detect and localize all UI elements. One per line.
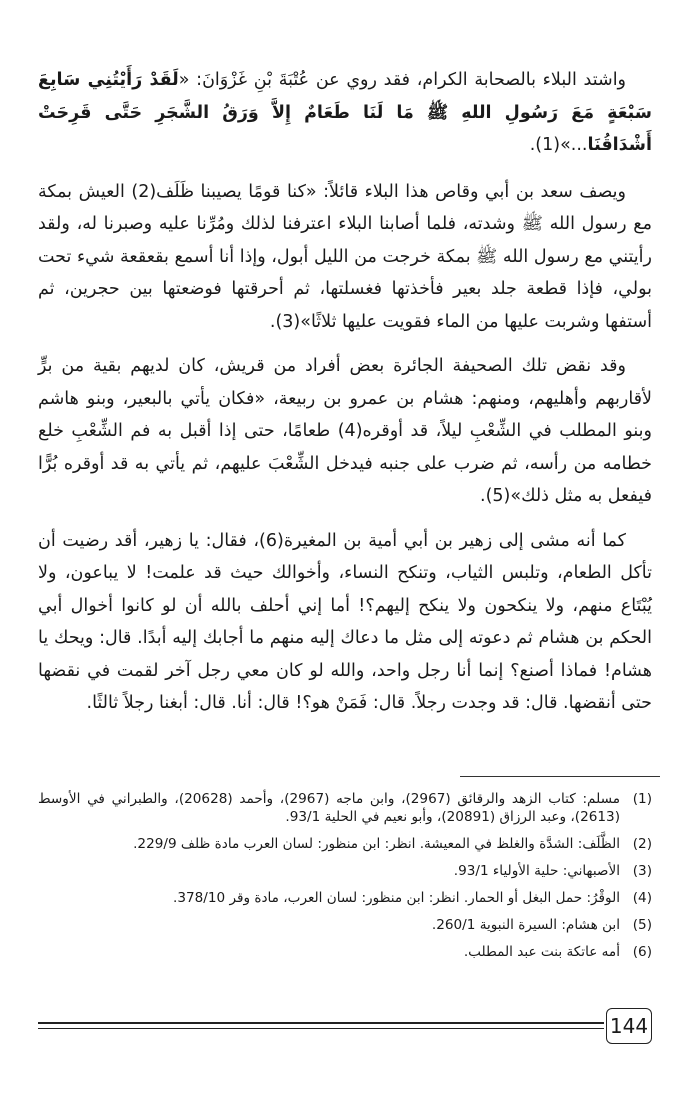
footnotes	[38, 790, 652, 970]
footnote-number: (1)	[632, 791, 652, 807]
footnote-item	[38, 889, 652, 907]
paragraph-4: كما أنه مشى إلى زهير بن أبي أمية بن المغيرة(6)، فقال: يا زهير، أقد رضيت أن تأكل الطعام، وتلبس الثياب، وتنكح النساء، وأخوالك حيث قد علمت! لا يباعون، ولا يُبْتَاع منهم، ولا ينكحون ولا ينكح إليهم؟! أما إني أحلف بالله أن لو كانوا أخوال أبي الحكم بن هشام ثم دعوته إلى مثل ما دعاك إليه منهم ما أجابك إليه أبدًا. قال: ويحك يا هشام! فماذا أصنع؟ إنما أنا رجل واحد، والله لو كان معي رجل آخر لقمت في نقضها حتى أنقضها. قال: قد وجدت رجلاً. قال: فَمَنْ هو؟! قال: أنا. قال: أبغنا رجلاً ثالثًا.	[38, 530, 652, 713]
footer-rule-thick	[38, 1022, 604, 1024]
paragraph-1-intro: واشتد البلاء بالصحابة الكرام، فقد روي عن عُتْبَةَ بْنِ غَزْوَانَ: «	[178, 70, 627, 90]
footnote-text: الظَّلَف: الشدَّة والغلظ في المعيشة. انظر: ابن منظور: لسان العرب مادة ظلف 229/9.	[133, 836, 620, 852]
footnote-item	[38, 916, 652, 934]
footnote-text: ابن هشام: السيرة النبوية 260/1.	[431, 917, 620, 933]
footnote-number: (5)	[632, 917, 652, 933]
footnote-number: (2)	[632, 836, 652, 852]
footer-rule-thin	[38, 1028, 604, 1029]
footnote-item	[38, 862, 652, 880]
footnote-number: (6)	[632, 944, 652, 960]
footnote-item	[38, 943, 652, 961]
footnote-item	[38, 835, 652, 853]
paragraph-3: وقد نقض تلك الصحيفة الجائرة بعض أفراد من قريش، كان لديهم بقية من برٍّ لأقاربهم وأهليهم، ومنهم: هشام بن عمرو بن ربيعة، «فكان يأتي بالبعير، وبنو هاشم وبنو المطلب في الشِّعْبِ ليلاً، قد أوقره(4) طعامًا، حتى إذا أقبل به فم الشِّعْبِ خلع خطامه من رأسه، ثم ضرب على جنبه فيدخل الشِّعْبَ عليهم، ثم يأتي به قد أوقره بُرًّا فيفعل به مثل ذلك»(5).	[38, 356, 652, 506]
footnote-number: (3)	[632, 863, 652, 879]
footnote-separator	[460, 776, 660, 777]
footnote-text: الأصبهاني: حلية الأولياء 93/1.	[453, 863, 620, 879]
main-text	[38, 64, 652, 720]
paragraph-1	[38, 64, 652, 162]
paragraph-1-tail: ...»(1).	[529, 135, 588, 155]
footnote-item	[38, 790, 652, 826]
footnote-number: (4)	[632, 890, 652, 906]
paragraph-1-hadith-quote: لَقَدْ رَأَيْتُنِي سَابِعَ سَبْعَةٍ مَعَ رَسُولِ اللهِ ﷺ مَا لَنَا طَعَامٌ إِلاَّ وَرَقُ الشَّجَرِ حَتَّى قَرِحَتْ أَشْدَاقُنَا	[38, 70, 652, 155]
page-number: 144	[606, 1008, 652, 1044]
footnote-text: الوقْرُ: حمل البغل أو الحمار. انظر: ابن منظور: لسان العرب، مادة وقر 378/10.	[173, 890, 620, 906]
footnote-text: أمه عاتكة بنت عبد المطلب.	[463, 944, 620, 960]
paragraph-2: ويصف سعد بن أبي وقاص هذا البلاء قائلاً: «كنا قومًا يصيبنا ظَلَف(2) العيش بمكة مع رسول الله ﷺ وشدته، فلما أصابنا البلاء اعترفنا لذلك ومُرِّنا عليه وصبرنا له، ولقد رأيتني مع رسول الله ﷺ بمكة خرجت من الليل أبول، وإذا أنا أسمع بقعقعة شيء تحت بولي، فإذا قطعة جلد بعير فأخذتها فغسلتها، ثم أحرقتها فوضعتها بين حجرين، ثم أستفها وشربت عليها من الماء فقويت عليها ثلاثًا»(3).	[38, 181, 652, 332]
footnote-text: مسلم: كتاب الزهد والرقائق (2967)، وابن ماجه (2967)، وأحمد (20628)، والطبراني في الأوسط (2613)، وعبد الرزاق (20891)، وأبو نعيم في الحلية 93/1.	[38, 791, 620, 825]
